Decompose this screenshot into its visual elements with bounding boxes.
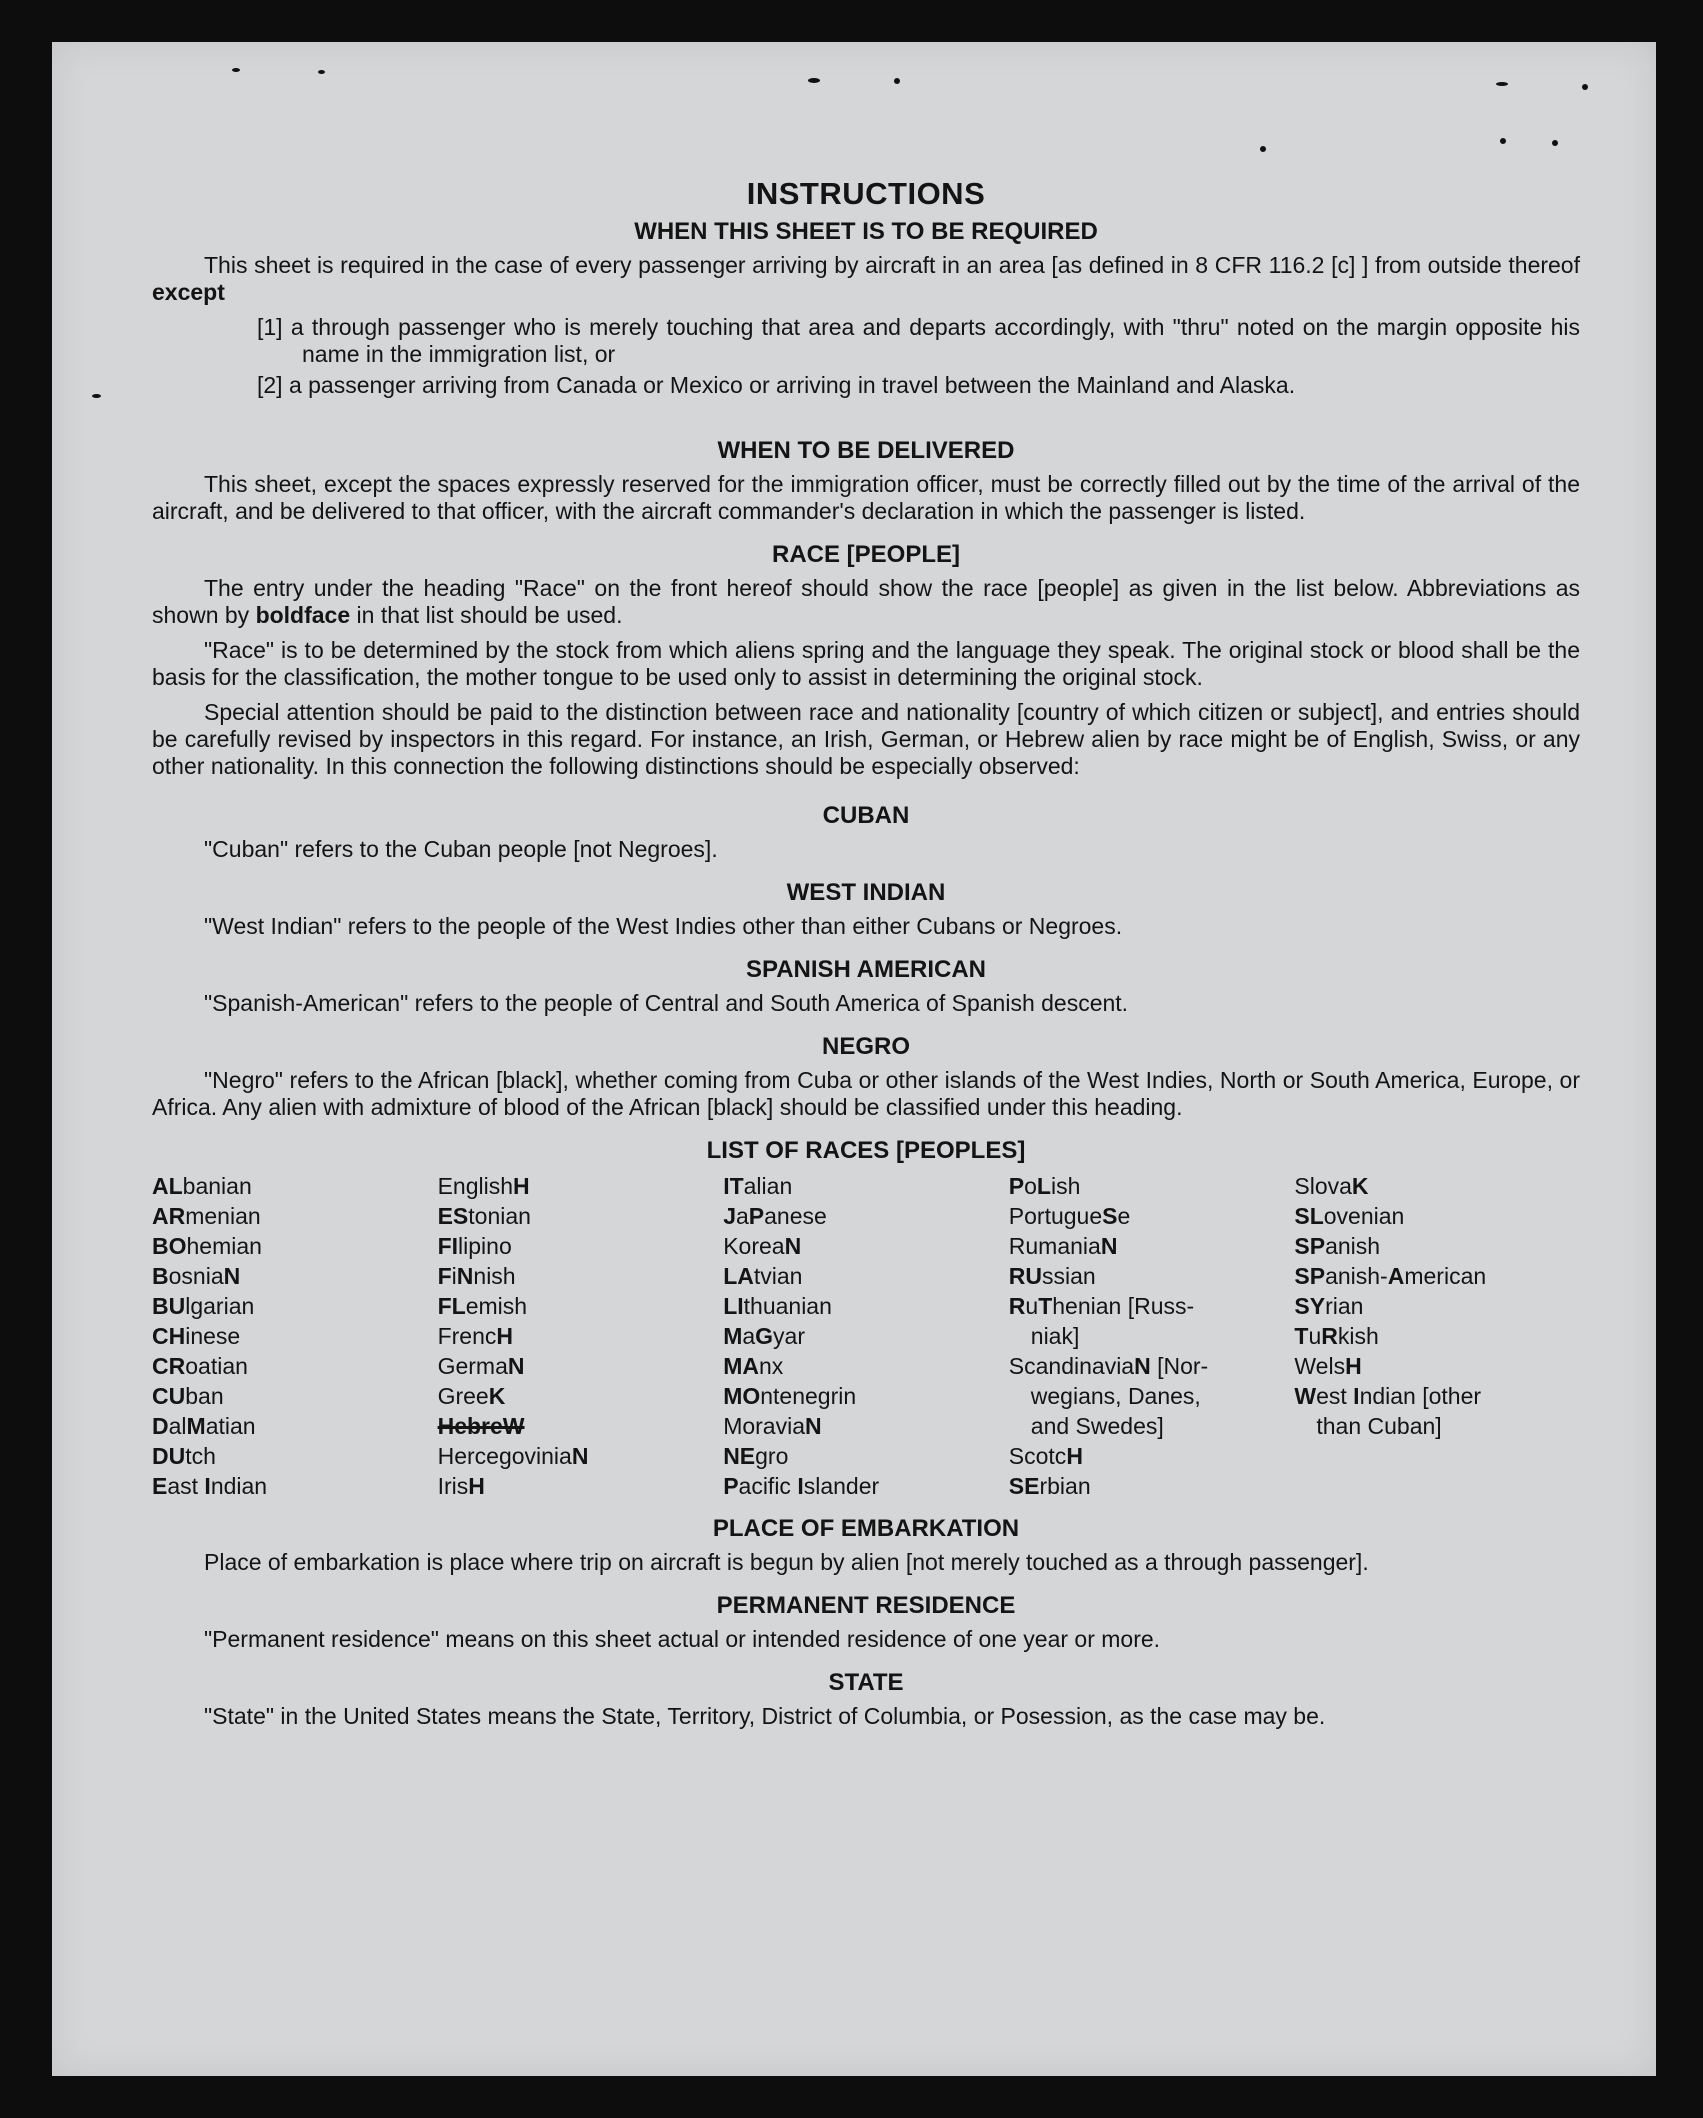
race-abbrev: N — [1134, 1353, 1151, 1379]
race-text: niak] — [1030, 1323, 1080, 1349]
race-text: ish — [1050, 1173, 1081, 1199]
race-entry — [1009, 1291, 1295, 1321]
race-text: Rumania — [1008, 1233, 1101, 1259]
scan-speck — [318, 70, 325, 74]
race-entry — [438, 1171, 724, 1201]
race-text: Scotc — [1008, 1443, 1067, 1469]
race-text: [Nor- — [1150, 1353, 1209, 1379]
race-abbrev: MA — [723, 1353, 759, 1379]
race-entry — [152, 1291, 438, 1321]
race-text: kish — [1337, 1323, 1379, 1349]
race-abbrev: N — [223, 1263, 241, 1289]
race-entry — [152, 1321, 438, 1351]
required-intro-except: except — [152, 279, 225, 305]
race-entry — [723, 1321, 1009, 1351]
race-text: osnia — [168, 1263, 224, 1289]
scan-speck — [808, 78, 820, 83]
race-entry — [438, 1201, 724, 1231]
race-entry — [723, 1441, 1009, 1471]
race-abbrev: H — [468, 1473, 485, 1499]
race-text: English — [437, 1173, 514, 1199]
race-abbrev: R — [1008, 1293, 1026, 1319]
race-text: a — [742, 1323, 756, 1349]
race-paragraph-1 — [152, 575, 1580, 629]
race-paragraph-2: "Race" is to be determined by the stock from which aliens spring and the language they speak. The original stock or blood shall be the basis for the classification, the mother tongue to be used only to assist in determining the original stock. — [152, 637, 1580, 690]
scan-speck — [894, 78, 900, 84]
race-text: e — [1117, 1203, 1131, 1229]
race-text: ssian — [1042, 1263, 1096, 1289]
spanish-american-text: "Spanish-American" refers to the people of Central and South America of Spanish descent. — [204, 990, 1129, 1016]
race-text: Portugue — [1008, 1203, 1103, 1229]
race-text: lgarian — [185, 1293, 255, 1319]
race-abbrev: A — [1387, 1263, 1405, 1289]
race-list — [152, 1171, 1580, 1501]
race-text: Korea — [723, 1233, 785, 1259]
race-entry — [152, 1351, 438, 1381]
race-text: Scandinavia — [1008, 1353, 1135, 1379]
race-entry — [438, 1291, 724, 1321]
race-text: i — [451, 1263, 457, 1289]
race-entry — [1294, 1321, 1580, 1351]
race-text: emish — [465, 1293, 528, 1319]
race-entry — [438, 1441, 724, 1471]
required-item-1: [1] a through passenger who is merely touching that area and departs accordingly, with "thru" noted on the margin opposite his name in the immigration list, or — [257, 314, 1580, 367]
race-entry — [438, 1471, 724, 1501]
race-entry — [723, 1471, 1009, 1501]
race-abbrev: B — [152, 1263, 169, 1289]
race-abbrev: M — [723, 1323, 743, 1349]
scan-speck — [232, 68, 240, 72]
race-abbrev: NE — [723, 1443, 756, 1469]
race-text: inese — [185, 1323, 241, 1349]
race-entry — [723, 1171, 1009, 1201]
scan-speck — [1496, 82, 1508, 86]
race-entry — [438, 1381, 724, 1411]
race-text: tch — [185, 1443, 216, 1469]
race-text: rbian — [1039, 1473, 1091, 1499]
heading-race: RACE [PEOPLE] — [771, 541, 960, 568]
race-entry — [723, 1381, 1009, 1411]
race-entry — [1009, 1321, 1295, 1351]
race-entry — [723, 1261, 1009, 1291]
race-text: hemian — [186, 1233, 262, 1259]
heading-place-of-embarkation: PLACE OF EMBARKATION — [712, 1515, 1020, 1542]
heading-when-required: WHEN THIS SHEET IS TO BE REQUIRED — [634, 218, 1098, 245]
race-text: ndian — [210, 1473, 268, 1499]
race-abbrev: AR — [152, 1203, 186, 1229]
cuban-text: "Cuban" refers to the Cuban people [not Negroes]. — [204, 836, 718, 862]
scan-speck — [1582, 84, 1588, 90]
race-entry — [1009, 1231, 1295, 1261]
race-abbrev: K — [1351, 1173, 1369, 1199]
race-abbrev: SL — [1294, 1203, 1324, 1229]
race-text: gro — [755, 1443, 789, 1469]
race-text: ntenegrin — [760, 1383, 857, 1409]
race-abbrev: N — [507, 1353, 525, 1379]
race-entry — [1294, 1261, 1580, 1291]
race-text: oatian — [185, 1353, 248, 1379]
race-entry — [723, 1411, 1009, 1441]
race-entry — [1009, 1471, 1295, 1501]
race-abbrev: H — [513, 1173, 530, 1199]
race-column — [438, 1171, 724, 1501]
race-entry — [438, 1231, 724, 1261]
state-text: "State" in the United States means the State, Territory, District of Columbia, or Posession, as the case may be. — [204, 1703, 1326, 1729]
west-indian-text: "West Indian" refers to the people of the West Indies other than either Cubans or Negroes. — [204, 913, 1123, 939]
race-abbrev: IT — [723, 1173, 744, 1199]
instructions-content — [152, 176, 1580, 1738]
scan-speck — [1500, 138, 1506, 144]
race-entry — [438, 1321, 724, 1351]
race-text: est — [1316, 1383, 1354, 1409]
race-paragraph-3: Special attention should be paid to the distinction between race and nationality [country of which citizen or subject], and entries should be carefully revised by inspectors in this regard. For instance, an Irish, German, or Hebrew alien by race might be of English, Swiss, or any other nationality. In this connection the following distinctions should be especially observed: — [152, 699, 1580, 779]
heading-when-delivered: WHEN TO BE DELIVERED — [717, 437, 1015, 464]
race-text: and Swedes] — [1030, 1413, 1164, 1439]
race-abbrev: E — [152, 1473, 168, 1499]
race-text: slander — [803, 1473, 880, 1499]
race-abbrev: H — [1345, 1353, 1362, 1379]
race-entry — [438, 1261, 724, 1291]
race-entry — [152, 1201, 438, 1231]
race-text: anese — [764, 1203, 827, 1229]
race-entry — [723, 1291, 1009, 1321]
race-text: yar — [773, 1323, 805, 1349]
race-text: Germa — [437, 1353, 508, 1379]
document-sheet — [52, 42, 1656, 2076]
race-text: Wels — [1294, 1353, 1346, 1379]
race-entry — [152, 1171, 438, 1201]
race-abbrev: R — [1321, 1323, 1338, 1349]
race-text: ndian [other — [1359, 1383, 1482, 1409]
race-abbrev: M — [186, 1413, 206, 1439]
required-intro — [152, 252, 1580, 306]
race-abbrev: D — [152, 1413, 169, 1439]
race-text: tvian — [753, 1263, 803, 1289]
race-column — [723, 1171, 1009, 1501]
race-entry — [152, 1231, 438, 1261]
race-entry — [1294, 1411, 1580, 1441]
race-abbrev: FI — [437, 1233, 459, 1259]
race-text: ovenian — [1323, 1203, 1405, 1229]
race-text: Slova — [1294, 1173, 1352, 1199]
race-text: Iris — [437, 1473, 469, 1499]
race-abbrev: F — [437, 1263, 452, 1289]
race-entry — [1294, 1171, 1580, 1201]
race-text: Gree — [437, 1383, 489, 1409]
race-abbrev: HebreW — [437, 1413, 525, 1439]
embarkation-text: Place of embarkation is place where trip on aircraft is begun by alien [not merely touched as a through passenger]. — [204, 1549, 1369, 1575]
race-abbrev: G — [755, 1323, 774, 1349]
heading-west-indian: WEST INDIAN — [786, 879, 946, 906]
race-abbrev: N — [1100, 1233, 1118, 1259]
race-text: u — [1308, 1323, 1322, 1349]
race-text: Moravia — [723, 1413, 805, 1439]
race-text: u — [1025, 1293, 1039, 1319]
scan-speck — [92, 394, 101, 398]
race-entry — [152, 1411, 438, 1441]
race-abbrev: N — [805, 1413, 822, 1439]
scan-speck — [1260, 146, 1266, 152]
race-entry — [152, 1261, 438, 1291]
race-text: ban — [185, 1383, 224, 1409]
race-column — [1294, 1171, 1580, 1501]
heading-negro: NEGRO — [821, 1033, 910, 1060]
race-entry — [1294, 1291, 1580, 1321]
race-abbrev: AL — [152, 1173, 183, 1199]
heading-cuban: CUBAN — [822, 802, 910, 829]
race-abbrev: I — [1353, 1383, 1360, 1409]
residence-text: "Permanent residence" means on this sheet actual or intended residence of one year or more. — [204, 1626, 1161, 1652]
race-entry — [152, 1441, 438, 1471]
race-entry — [1294, 1201, 1580, 1231]
race-abbrev: SP — [1294, 1263, 1326, 1289]
race-abbrev: ES — [437, 1203, 469, 1229]
race-abbrev: LA — [723, 1263, 754, 1289]
race-entry — [1009, 1171, 1295, 1201]
race-text: Frenc — [437, 1323, 497, 1349]
race-abbrev: K — [488, 1383, 506, 1409]
race-entry — [1009, 1201, 1295, 1231]
race-text: a — [735, 1203, 749, 1229]
race-text: nish — [473, 1263, 516, 1289]
race-entry — [723, 1231, 1009, 1261]
race-entry — [152, 1471, 438, 1501]
race-abbrev: H — [1066, 1443, 1083, 1469]
race-abbrev: CU — [152, 1383, 186, 1409]
race-abbrev: I — [797, 1473, 804, 1499]
race-abbrev: CR — [152, 1353, 186, 1379]
race-abbrev: BU — [152, 1293, 186, 1319]
race-abbrev: T — [1294, 1323, 1309, 1349]
race-text: acific — [738, 1473, 798, 1499]
race-abbrev: I — [204, 1473, 211, 1499]
race-abbrev: SY — [1294, 1293, 1326, 1319]
race-text: merican — [1404, 1263, 1487, 1289]
race-abbrev: FL — [437, 1293, 466, 1319]
race-entry — [438, 1411, 724, 1441]
race-abbrev: N — [784, 1233, 802, 1259]
heading-spanish-american: SPANISH AMERICAN — [745, 956, 986, 983]
race-abbrev: T — [1038, 1293, 1053, 1319]
race-text: anish- — [1325, 1263, 1388, 1289]
required-intro-text: This sheet is required in the case of every passenger arriving by aircraft in an area [as defined in 8 CFR 116.2 [c] ] from outside thereof — [204, 252, 1580, 278]
race-column — [152, 1171, 438, 1501]
race-abbrev: DU — [152, 1443, 186, 1469]
race-abbrev: SE — [1008, 1473, 1040, 1499]
race-abbrev: S — [1102, 1203, 1118, 1229]
delivered-text: This sheet, except the spaces expressly reserved for the immigration officer, must be correctly filled out by the time of the arrival of the aircraft, and be delivered to that officer, with the aircraft commander's declaration in which the passenger is listed. — [152, 471, 1580, 524]
required-item-2: [2] a passenger arriving from Canada or Mexico or arriving in travel between the Mainland and Alaska. — [257, 372, 1296, 398]
race-abbrev: BO — [152, 1233, 187, 1259]
race-entry — [438, 1351, 724, 1381]
race-text: alian — [743, 1173, 793, 1199]
race-abbrev: L — [1036, 1173, 1051, 1199]
page-title: INSTRUCTIONS — [746, 176, 986, 211]
race-text: menian — [185, 1203, 261, 1229]
race-abbrev: N — [456, 1263, 474, 1289]
heading-state: STATE — [828, 1669, 904, 1696]
race-text: tonian — [468, 1203, 531, 1229]
race-text: Hercegovinia — [437, 1443, 572, 1469]
race-text: lipino — [458, 1233, 512, 1259]
race-text: nx — [758, 1353, 784, 1379]
race-entry — [1294, 1231, 1580, 1261]
race-p1-text-a: The entry under the heading "Race" on the front hereof should show the race [people] as given in the list below. Abbreviations as shown by — [152, 575, 1580, 628]
race-text: ast — [167, 1473, 205, 1499]
race-entry — [1009, 1381, 1295, 1411]
race-entry — [1009, 1261, 1295, 1291]
race-column — [1009, 1171, 1295, 1501]
race-abbrev: P — [1008, 1173, 1025, 1199]
race-abbrev: SP — [1294, 1233, 1326, 1259]
race-abbrev: N — [571, 1443, 589, 1469]
race-text: atian — [205, 1413, 256, 1439]
race-abbrev: LI — [723, 1293, 744, 1319]
race-abbrev: P — [723, 1473, 739, 1499]
race-abbrev: H — [496, 1323, 514, 1349]
race-abbrev: J — [723, 1203, 736, 1229]
heading-permanent-residence: PERMANENT RESIDENCE — [716, 1592, 1016, 1619]
race-text: banian — [182, 1173, 252, 1199]
race-abbrev: MO — [723, 1383, 761, 1409]
race-p1-boldface: boldface — [255, 602, 351, 628]
race-abbrev: W — [1294, 1383, 1317, 1409]
race-abbrev: RU — [1008, 1263, 1043, 1289]
race-entry — [723, 1201, 1009, 1231]
scan-speck — [1552, 140, 1558, 146]
heading-list-of-races: LIST OF RACES [PEOPLES] — [706, 1137, 1026, 1164]
race-text: anish — [1325, 1233, 1381, 1259]
negro-text: "Negro" refers to the African [black], whether coming from Cuba or other islands of the West Indies, North or South America, Europe, or Africa. Any alien with admixture of blood of the African [black] should be classified under this heading. — [152, 1067, 1580, 1120]
race-entry — [1294, 1381, 1580, 1411]
race-entry — [1009, 1351, 1295, 1381]
race-entry — [1294, 1351, 1580, 1381]
race-abbrev: CH — [152, 1323, 186, 1349]
race-entry — [1009, 1441, 1295, 1471]
race-text: thuanian — [743, 1293, 832, 1319]
race-entry — [723, 1351, 1009, 1381]
race-text: wegians, Danes, — [1030, 1383, 1201, 1409]
race-text: henian [Russ- — [1052, 1293, 1195, 1319]
race-entry — [1009, 1411, 1295, 1441]
race-text: al — [168, 1413, 187, 1439]
race-abbrev: P — [748, 1203, 765, 1229]
race-text: rian — [1325, 1293, 1364, 1319]
race-text: than Cuban] — [1316, 1413, 1442, 1439]
race-entry — [152, 1381, 438, 1411]
race-text: o — [1024, 1173, 1037, 1199]
race-p1-text-b: in that list should be used. — [356, 602, 623, 628]
